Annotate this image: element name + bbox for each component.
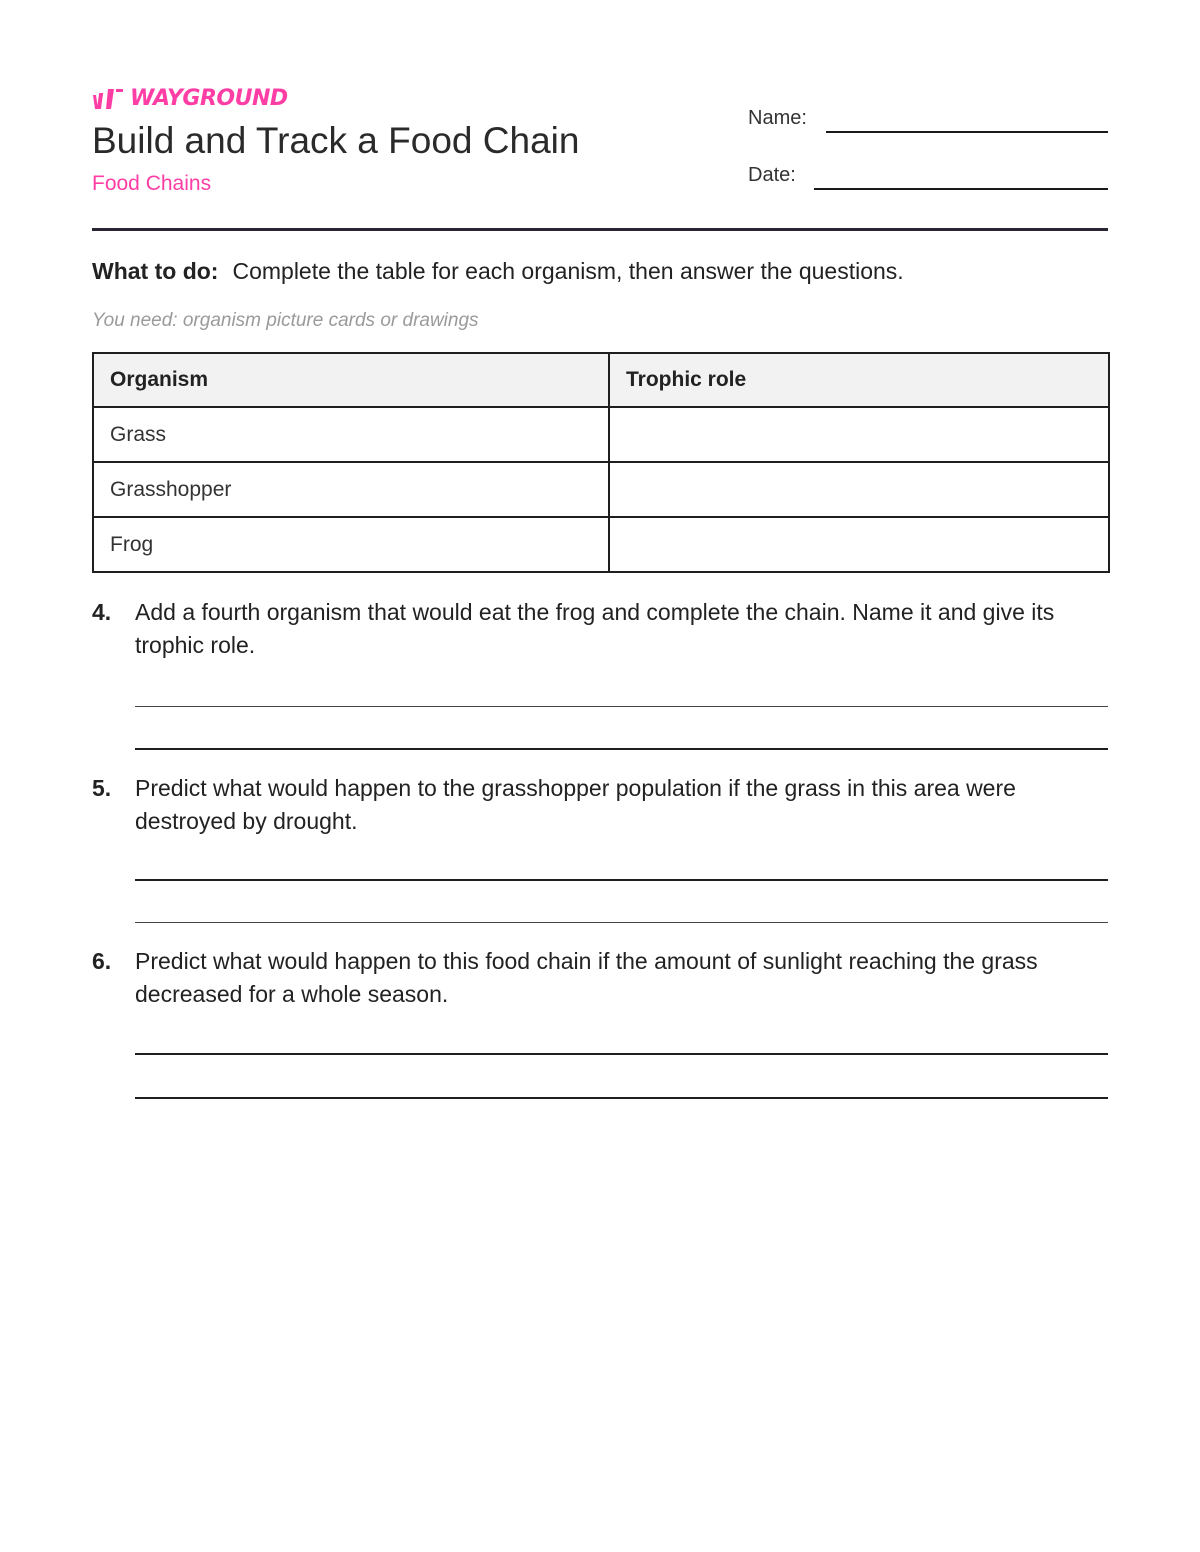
materials-note: You need: organism picture cards or drawings: [92, 310, 479, 331]
question-number: 6.: [92, 948, 112, 974]
wayground-logo-icon: [92, 87, 124, 111]
header-organism: Organism: [93, 353, 609, 407]
brand-logo: [92, 86, 288, 112]
answer-line[interactable]: [135, 879, 1108, 881]
answer-line[interactable]: [135, 1097, 1108, 1099]
answer-line[interactable]: [135, 1053, 1108, 1055]
worksheet-page: [92, 0, 1108, 1552]
table-row: [93, 517, 1109, 572]
date-label: Date:: [748, 164, 796, 186]
question-number: 4.: [92, 599, 112, 625]
header-divider: [92, 228, 1108, 231]
question-text: Predict what would happen to this food chain if the amount of sunlight reaching the grass decreased for a whole season.: [135, 948, 1038, 1007]
table-row: [93, 462, 1109, 517]
trophic-role-cell[interactable]: [609, 407, 1109, 462]
organism-table: [92, 352, 1110, 573]
instructions: [92, 255, 904, 287]
answer-line[interactable]: [135, 748, 1108, 750]
question-text: Add a fourth organism that would eat the frog and complete the chain. Name it and give its trophic role.: [135, 599, 1055, 658]
question-5: [92, 772, 1108, 932]
trophic-role-cell[interactable]: [609, 462, 1109, 517]
question-text: Predict what would happen to the grasshopper population if the grass in this area were destroyed by drought.: [135, 775, 1016, 834]
instructions-text: Complete the table for each organism, then answer the questions.: [232, 258, 904, 284]
answer-line[interactable]: [135, 922, 1108, 923]
table-header-row: [93, 353, 1109, 407]
date-input-line[interactable]: [814, 188, 1108, 190]
name-label: Name:: [748, 107, 807, 129]
table-row: [93, 407, 1109, 462]
name-input-line[interactable]: [826, 131, 1108, 133]
instructions-lead: What to do:: [92, 258, 219, 284]
question-6: [92, 945, 1108, 1105]
page-subtitle: Food Chains: [92, 172, 212, 195]
question-number: 5.: [92, 775, 112, 801]
organism-cell: Grass: [93, 407, 609, 462]
organism-cell: Grasshopper: [93, 462, 609, 517]
brand-wordmark: WAYGROUND: [130, 86, 288, 111]
name-field[interactable]: [748, 104, 1108, 140]
organism-cell: Frog: [93, 517, 609, 572]
trophic-role-cell[interactable]: [609, 517, 1109, 572]
date-field[interactable]: [748, 161, 1108, 197]
page-title: Build and Track a Food Chain: [92, 120, 580, 161]
header-trophic-role: Trophic role: [609, 353, 1109, 407]
question-4: [92, 596, 1108, 756]
answer-line[interactable]: [135, 706, 1108, 707]
